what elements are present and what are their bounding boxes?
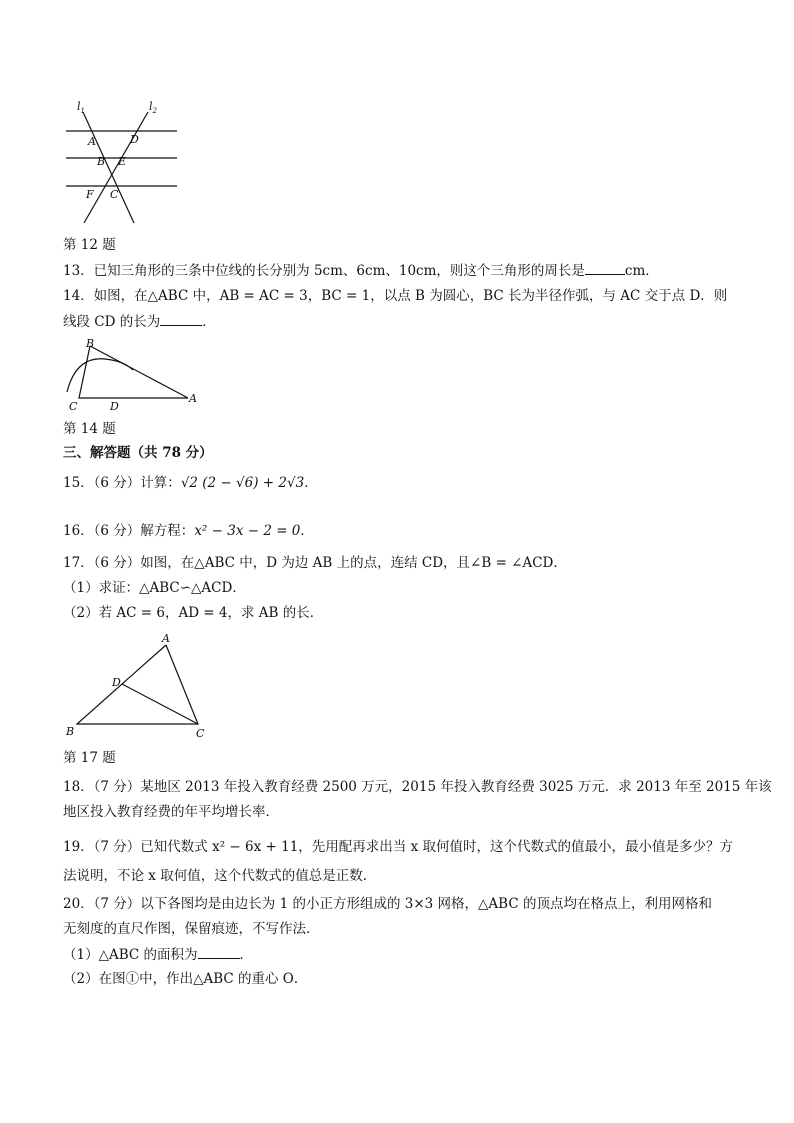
label-A: A — [189, 392, 197, 405]
label-C: C — [196, 727, 205, 740]
q15-expression: √2 (2 − √6) + 2√3 — [180, 475, 305, 491]
question-20-line-1: 20．（7 分）以下各图均是由边长为 1 的小正方形组成的 3×3 网格，△ABC 的顶点均在格点上，利用网格和 — [63, 896, 712, 912]
label-D: D — [112, 676, 121, 689]
label-B: B — [97, 155, 106, 168]
label-l1: $l_1$ — [77, 100, 85, 115]
label-A: A — [88, 135, 96, 148]
question-17-line-1: 17．（6 分）如图，在△ABC 中，D 为边 AB 上的点，连结 CD，且∠B = ∠ACD． — [63, 555, 567, 571]
question-18-line-1: 18．（7 分）某地区 2013 年投入教育经费 2500 万元，2015 年投入教育经费 3025 万元．求 2013 年至 2015 年该 — [63, 779, 772, 795]
question-18-line-2: 地区投入教育经费的年平均增长率． — [63, 804, 279, 820]
question-15: 15．（6 分）计算：√2 (2 − √6) + 2√3． — [63, 475, 318, 491]
figure-12-caption: 第 12 题 — [63, 237, 116, 253]
segment-cd — [122, 684, 198, 724]
label-D: D — [130, 133, 139, 146]
question-16: 16．（6 分）解方程：x² − 3x − 2 = 0． — [63, 523, 314, 539]
question-20-part-2: （2）在图①中，作出△ABC 的重心 O． — [63, 971, 308, 987]
question-17-part-1: （1）求证：△ABC∽△ACD． — [63, 580, 246, 596]
question-20-part-1: （1）△ABC 的面积为 ． — [63, 947, 254, 963]
label-B: B — [66, 725, 75, 738]
label-E: E — [118, 155, 127, 168]
question-13: 13．已知三角形的三条中位线的长分别为 5cm、6cm、10cm，则这个三角形的周长是 cm． — [63, 263, 659, 279]
question-14-line-2: 线段 CD 的长为 ． — [63, 314, 216, 330]
label-C: C — [110, 188, 119, 201]
figure-14-caption: 第 14 题 — [63, 421, 116, 437]
question-20-line-2: 无刻度的直尺作图，保留痕迹，不写作法． — [63, 921, 320, 937]
answer-blank-13[interactable] — [585, 261, 625, 275]
figure-17-caption: 第 17 题 — [63, 750, 116, 766]
triangle-abc — [77, 645, 198, 724]
label-B: B — [86, 337, 95, 350]
label-l2: $l_2$ — [149, 100, 157, 115]
section-3-title: 三、解答题（共 78 分） — [63, 445, 213, 461]
question-14-line-1: 14．如图，在△ABC 中，AB = AC = 3，BC = 1，以点 B 为圆心，BC 长为半径作弧，与 AC 交于点 D．则 — [63, 288, 728, 304]
question-17-part-2: （2）若 AC = 6，AD = 4，求 AB 的长． — [63, 605, 324, 621]
question-19-line-2: 法说明，不论 x 取何值，这个代数式的值总是正数． — [63, 868, 377, 884]
figure-17 — [0, 0, 230, 750]
q16-equation: x² − 3x − 2 = 0 — [194, 523, 301, 539]
label-D: D — [110, 400, 119, 413]
answer-blank-20-1[interactable] — [198, 945, 240, 959]
label-F: F — [86, 188, 94, 201]
question-19-line-1: 19．（7 分）已知代数式 x² − 6x + 11，先用配再求出当 x 取何值时，这个代数式的值最小，最小值是多少？方 — [63, 839, 733, 855]
label-C: C — [69, 400, 78, 413]
label-A: A — [162, 632, 170, 645]
